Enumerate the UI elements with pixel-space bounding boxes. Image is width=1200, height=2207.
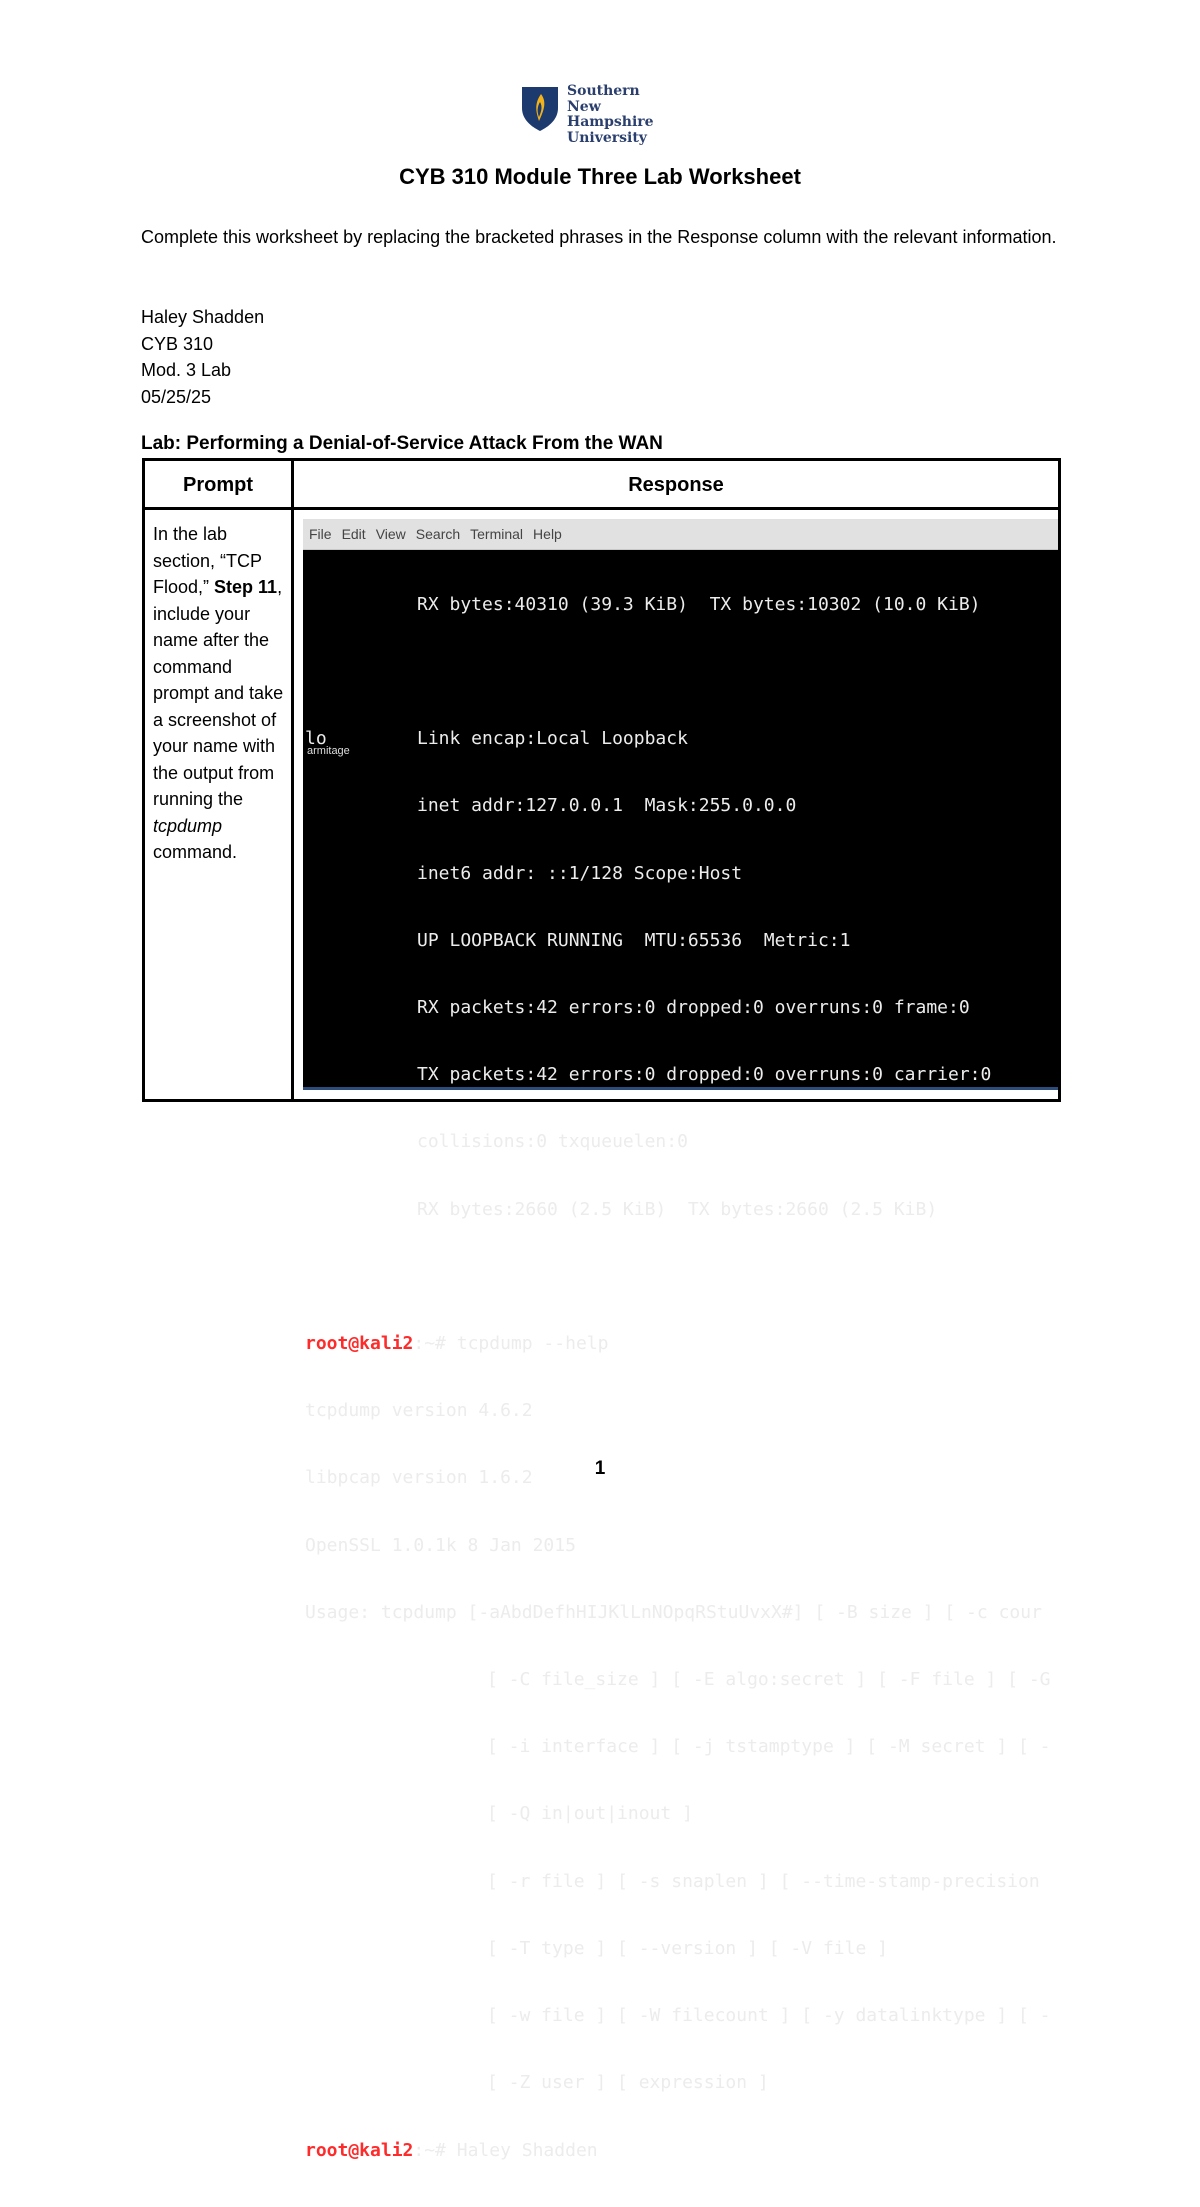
header-response: Response xyxy=(628,474,724,496)
prompt-step: Step 11 xyxy=(214,577,278,597)
header-prompt: Prompt xyxy=(183,474,253,496)
terminal-blank-line xyxy=(305,661,1058,683)
terminal-line: tcpdump version 4.6.2 xyxy=(305,1400,533,1422)
terminal-line: libpcap version 1.6.2 xyxy=(305,1467,533,1489)
snhu-logo xyxy=(520,83,690,146)
terminal-bottom-bar xyxy=(303,1087,1058,1090)
logo-line-1: Southern xyxy=(567,83,640,99)
terminal-line: [ -w file ] [ -W filecount ] [ -y datalinktype ] [ - xyxy=(487,2005,1051,2027)
terminal-blank-line xyxy=(305,1266,1058,1288)
prompt-text-1: In the lab section, “TCP Flood,” xyxy=(153,524,262,597)
terminal-cursor xyxy=(598,2139,608,2159)
shell-prompt-suffix: :~# xyxy=(413,2140,457,2162)
terminal-line: UP LOOPBACK RUNNING MTU:65536 Metric:1 xyxy=(417,929,851,951)
interface-name: lo xyxy=(305,728,327,750)
terminal-line: TX packets:42 errors:0 dropped:0 overruns:0 carrier:0 xyxy=(417,1064,992,1086)
menu-search[interactable]: Search xyxy=(415,526,461,542)
logo-line-2: New Hampshire xyxy=(567,98,654,130)
shell-command: tcpdump --help xyxy=(456,1333,609,1355)
terminal-line: inet6 addr: ::1/128 Scope:Host xyxy=(417,862,743,884)
terminal-line: [ -r file ] [ -s snaplen ] [ --time-stamp-precision xyxy=(487,1870,1040,1892)
lab-heading: Lab: Performing a Denial-of-Service Attack From the WAN xyxy=(141,433,663,454)
terminal-line: RX packets:42 errors:0 dropped:0 overruns:0 frame:0 xyxy=(417,997,970,1019)
terminal-line: [ -Q in|out|inout ] xyxy=(487,1803,693,1825)
terminal-menubar xyxy=(303,519,1058,550)
row-divider xyxy=(145,507,1058,510)
terminal-line: [ -T type ] [ --version ] [ -V file ] xyxy=(487,1937,888,1959)
logo-line-3: University xyxy=(567,129,647,146)
menu-terminal[interactable]: Terminal xyxy=(470,526,524,542)
course-code: CYB 310 xyxy=(141,333,214,354)
shell-typed-name: Haley Shadden xyxy=(456,2140,598,2162)
shell-prompt-suffix: :~# xyxy=(413,1333,457,1355)
student-info xyxy=(141,304,264,410)
prompt-text-3: command. xyxy=(153,842,238,862)
page-number: 1 xyxy=(594,1458,606,1479)
menu-file[interactable]: File xyxy=(309,526,332,542)
terminal-line: [ -Z user ] [ expression ] xyxy=(487,2072,769,2094)
terminal-line: [ -i interface ] [ -j tstamptype ] [ -M secret ] [ - xyxy=(487,1736,1051,1758)
terminal-line: RX bytes:40310 (39.3 KiB) TX bytes:10302 (10.0 KiB) xyxy=(417,593,981,615)
terminal-line: RX bytes:2660 (2.5 KiB) TX bytes:2660 (2.5 KiB) xyxy=(417,1198,938,1220)
prompt-cell xyxy=(153,521,287,866)
shell-prompt-user: root@kali2 xyxy=(305,1333,414,1355)
terminal-prompt-line xyxy=(305,2139,1058,2161)
terminal-line: [ -C file_size ] [ -E algo:secret ] [ -F file ] [ -G xyxy=(487,1669,1051,1691)
terminal-prompt-line xyxy=(305,1333,1058,1355)
terminal-line: inet addr:127.0.0.1 Mask:255.0.0.0 xyxy=(417,795,797,817)
instructions: Complete this worksheet by replacing the bracketed phrases in the Response column with the relevant information. xyxy=(141,227,1057,247)
page-title: CYB 310 Module Three Lab Worksheet xyxy=(399,164,801,189)
terminal-line-text: Link encap:Local Loopback xyxy=(417,728,688,750)
shield-icon xyxy=(520,84,560,132)
desktop-icon-label: armitage xyxy=(307,745,350,757)
menu-view[interactable]: View xyxy=(375,526,406,542)
prompt-command: tcpdump xyxy=(153,815,223,836)
terminal-line: OpenSSL 1.0.1k 8 Jan 2015 xyxy=(305,1534,576,1556)
menu-help[interactable]: Help xyxy=(533,526,562,542)
terminal-line: collisions:0 txqueuelen:0 xyxy=(417,1131,688,1153)
logo-text xyxy=(567,84,690,146)
worksheet-table xyxy=(142,458,1061,2162)
terminal-output xyxy=(305,549,1058,2162)
terminal-line: Usage: tcpdump [-aAbdDefhHIJKlLnNOpqRStuUvxX#] [ -B size ] [ -c cour xyxy=(305,1601,1042,1623)
menu-edit[interactable]: Edit xyxy=(341,526,366,542)
terminal-line xyxy=(305,728,1058,750)
column-divider xyxy=(291,461,294,1099)
submission-date: 05/25/25 xyxy=(141,386,212,407)
prompt-text-2: , include your name after the command prompt and take a screenshot of your name with the output from running the xyxy=(153,577,284,809)
assignment-name: Mod. 3 Lab xyxy=(141,360,232,380)
student-name: Haley Shadden xyxy=(141,307,265,327)
shell-prompt-user: root@kali2 xyxy=(305,2140,414,2162)
terminal-screenshot xyxy=(303,519,1058,2162)
